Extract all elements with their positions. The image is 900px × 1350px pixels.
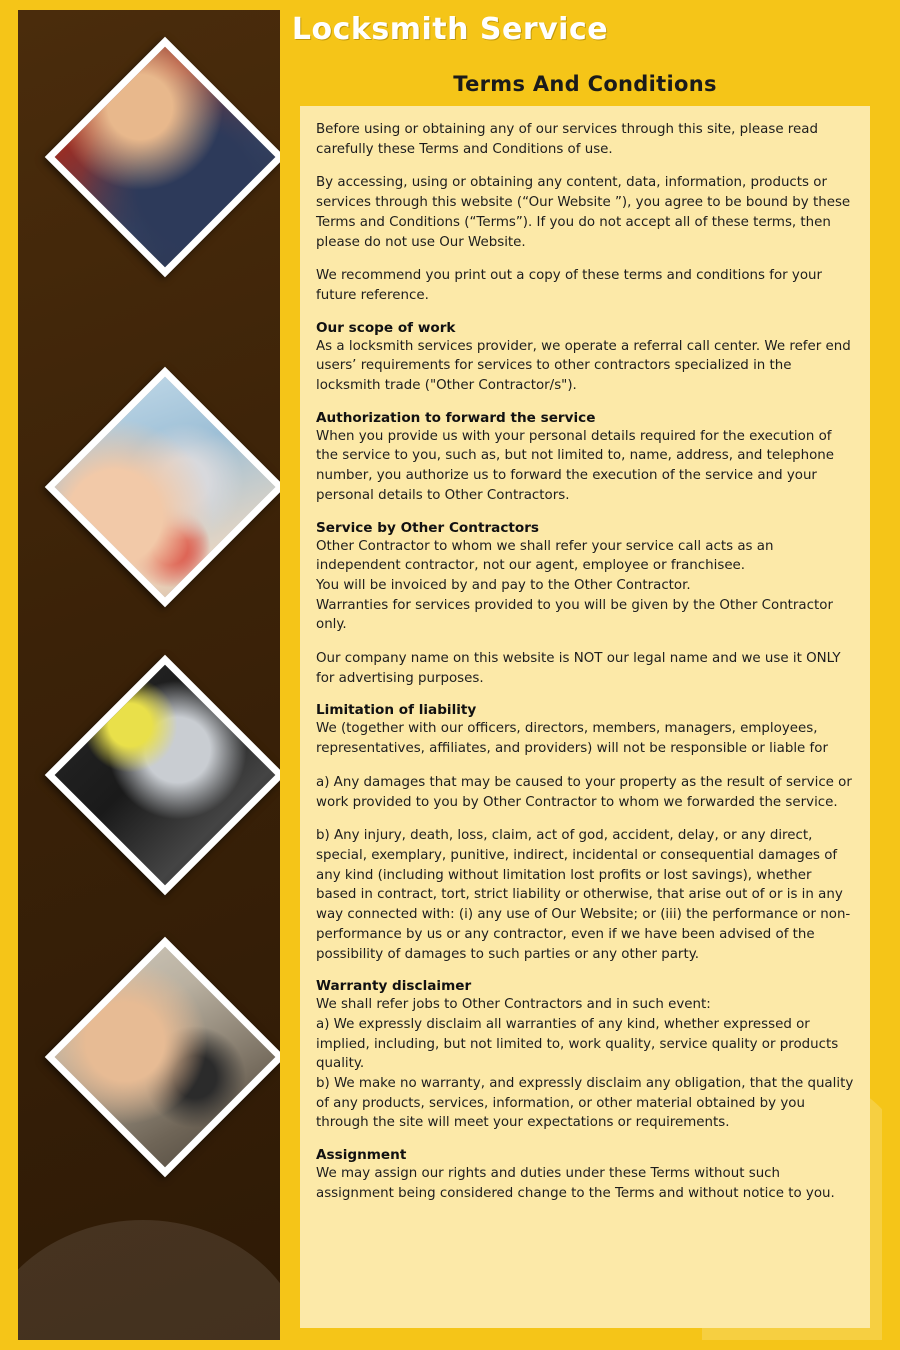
intro-paragraph: Before using or obtaining any of our services through this site, please read carefully these Terms and Conditions of use. xyxy=(316,122,818,157)
section-service-by-other-contractors xyxy=(316,520,854,636)
section-company-name-notice xyxy=(316,649,854,688)
terms-panel xyxy=(288,58,882,1340)
section-paragraph: b) Any injury, death, loss, claim, act of god, accident, delay, or any direct, special, exemplary, punitive, indirect, incidental or consequential damages of any kind (including without limitation lost profits or lost savings), whether based in contract, tort, strict liability or otherwise, that arise out of or is in any way connected with: (i) any use of Our Website; or (iii) the performance or non-performance by us or any contractor, even if we have been advised of the possibility of damages to such parties or any other party. xyxy=(316,828,851,962)
photo-inner-1 xyxy=(45,37,280,277)
photo-sidebar xyxy=(18,10,280,1340)
section-liability-item-b xyxy=(316,826,854,964)
section-scope-of-work xyxy=(316,320,854,396)
section-paragraph: a) Any damages that may be caused to your property as the result of service or work provided to you by Other Contractor to whom we forwarded the service. xyxy=(316,774,852,810)
door-lock-installation-photo xyxy=(45,655,280,895)
site-title: Locksmith Service xyxy=(291,11,609,47)
section-heading: Our scope of work xyxy=(316,319,456,336)
section-paragraph: We (together with our officers, directors, members, managers, employees, representatives, affiliates, and providers) will not be responsible or liable for xyxy=(316,721,828,757)
section-liability-item-a xyxy=(316,773,854,812)
section-heading: Limitation of liability xyxy=(316,702,477,719)
section-limitation-of-liability xyxy=(316,702,854,758)
section-paragraph: You will be invoiced by and pay to the Other Contractor. xyxy=(316,577,691,593)
section-heading: Warranty disclaimer xyxy=(316,978,472,995)
house-key-handover-photo xyxy=(45,367,280,607)
section-paragraph: b) We make no warranty, and expressly disclaim any obligation, that the quality of any products, services, information, or other material obtained by you through the site will meet your expectations or requirements. xyxy=(316,1076,854,1131)
section-paragraph: As a locksmith services provider, we operate a referral call center. We refer end users’ requirements for services to other contractors specialized in the locksmith trade ("Other Contractor/s"). xyxy=(316,338,851,394)
section-paragraph: Our company name on this website is NOT our legal name and we use it ONLY for advertising purposes. xyxy=(316,651,841,686)
section-paragraph: We may assign our rights and duties under these Terms without such assignment being considered change to the Terms and without notice to you. xyxy=(316,1166,835,1201)
terms-body xyxy=(300,106,870,1328)
section-paragraph: Warranties for services provided to you will be given by the Other Contractor only. xyxy=(316,597,833,633)
section-paragraph: Other Contractor to whom we shall refer your service call acts as an independent contractor, not our agent, employee or franchisee. xyxy=(316,538,774,574)
section-assignment xyxy=(316,1147,854,1203)
section-heading: Service by Other Contractors xyxy=(316,519,540,536)
section-paragraph: We shall refer jobs to Other Contractors and in such event: xyxy=(316,997,711,1013)
section-heading: Authorization to forward the service xyxy=(316,409,596,426)
page-title: Terms And Conditions xyxy=(453,72,717,96)
door-handle-repair-photo xyxy=(45,937,280,1177)
section-paragraph: When you provide us with your personal details required for the execution of the service to you, such as, but not limited to, name, address, and telephone number, you authorize us to forward the execution of the service and your personal details to Other Contractors. xyxy=(316,428,835,503)
photo-inner-2 xyxy=(45,367,280,607)
section-heading: Assignment xyxy=(316,1147,407,1164)
section-warranty-disclaimer xyxy=(316,978,854,1133)
photo-inner-4 xyxy=(45,937,280,1177)
intro-paragraph: We recommend you print out a copy of these terms and conditions for your future reference. xyxy=(316,268,823,303)
intro-paragraph: By accessing, using or obtaining any content, data, information, products or services through this website (“Our Website ”), you agree to be bound by these Terms and Conditions (“Terms”). If you do not accept all of these terms, then please do not use Our Website. xyxy=(316,175,851,250)
section-authorization-to-forward xyxy=(316,410,854,506)
section-paragraph: a) We expressly disclaim all warranties of any kind, whether expressed or implied, including, but not limited to, work quality, service quality or products quality. xyxy=(316,1016,839,1072)
locksmith-technician-photo xyxy=(45,37,280,277)
photo-inner-3 xyxy=(45,655,280,895)
